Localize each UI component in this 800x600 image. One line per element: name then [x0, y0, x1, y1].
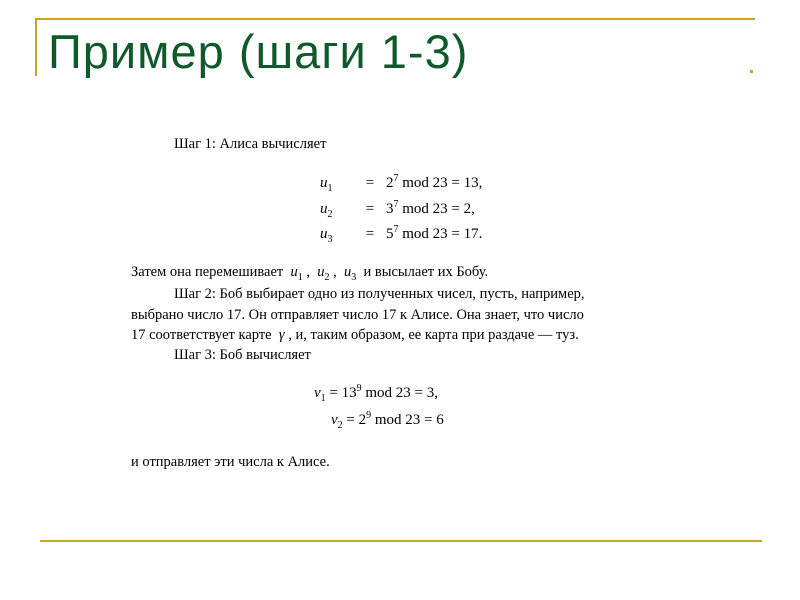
- step3-heading: Шаг 3: Боб вычисляет: [174, 347, 311, 363]
- slide-content: Шаг 1: Алиса вычисляет $u_1$ = $2^7$ mod 23 = 13, $u_2$ = $3^7$ mod 23 = 2, $u_3$ = $5^7$ mod 23 = 17. Затем она перемешивает $u_1$ , $u_2$ , $u_3$ и высылает их Бобу. Шаг 2: Боб выбирает одно из полученных чисел, пусть, например, выбрано число 17. Он отправляет число 17 к Алисе. Она знает, что число 17 соответствует карте γ , и, таким образом, ее карта при раздаче — туз. Шаг 3: Боб вычисляет $v_1 = 13^9$ mod 23 = 3, $v_2 = 2^9$ mod 23 = 6 и отправляет эти числа к Алисе.: [131, 136, 585, 470]
- step2-line-3: 17 соответствует карте γ , и, таким образом, ее карта при раздаче — туз.: [131, 327, 579, 343]
- step2-line-2: выбрано число 17. Он отправляет число 17 к Алисе. Она знает, что число: [131, 307, 584, 323]
- step1-heading: Шаг 1: Алиса вычисляет: [174, 136, 327, 152]
- step3-equation-v1: $v_1 = 13^9$ mod 23 = 3,: [314, 383, 439, 404]
- step3-closing-line: и отправляет эти числа к Алисе.: [131, 454, 330, 470]
- footer-divider: [40, 540, 762, 542]
- shuffle-line: Затем она перемешивает $u_1$ , $u_2$ , $u_3$ и высылает их Бобу.: [131, 264, 489, 283]
- step2-line-1: Шаг 2: Боб выбирает одно из полученных чисел, пусть, например,: [174, 286, 585, 302]
- step3-equation-v2: $v_2 = 2^9$ mod 23 = 6: [331, 410, 444, 431]
- slide-title: Пример (шаги 1-3): [48, 25, 469, 78]
